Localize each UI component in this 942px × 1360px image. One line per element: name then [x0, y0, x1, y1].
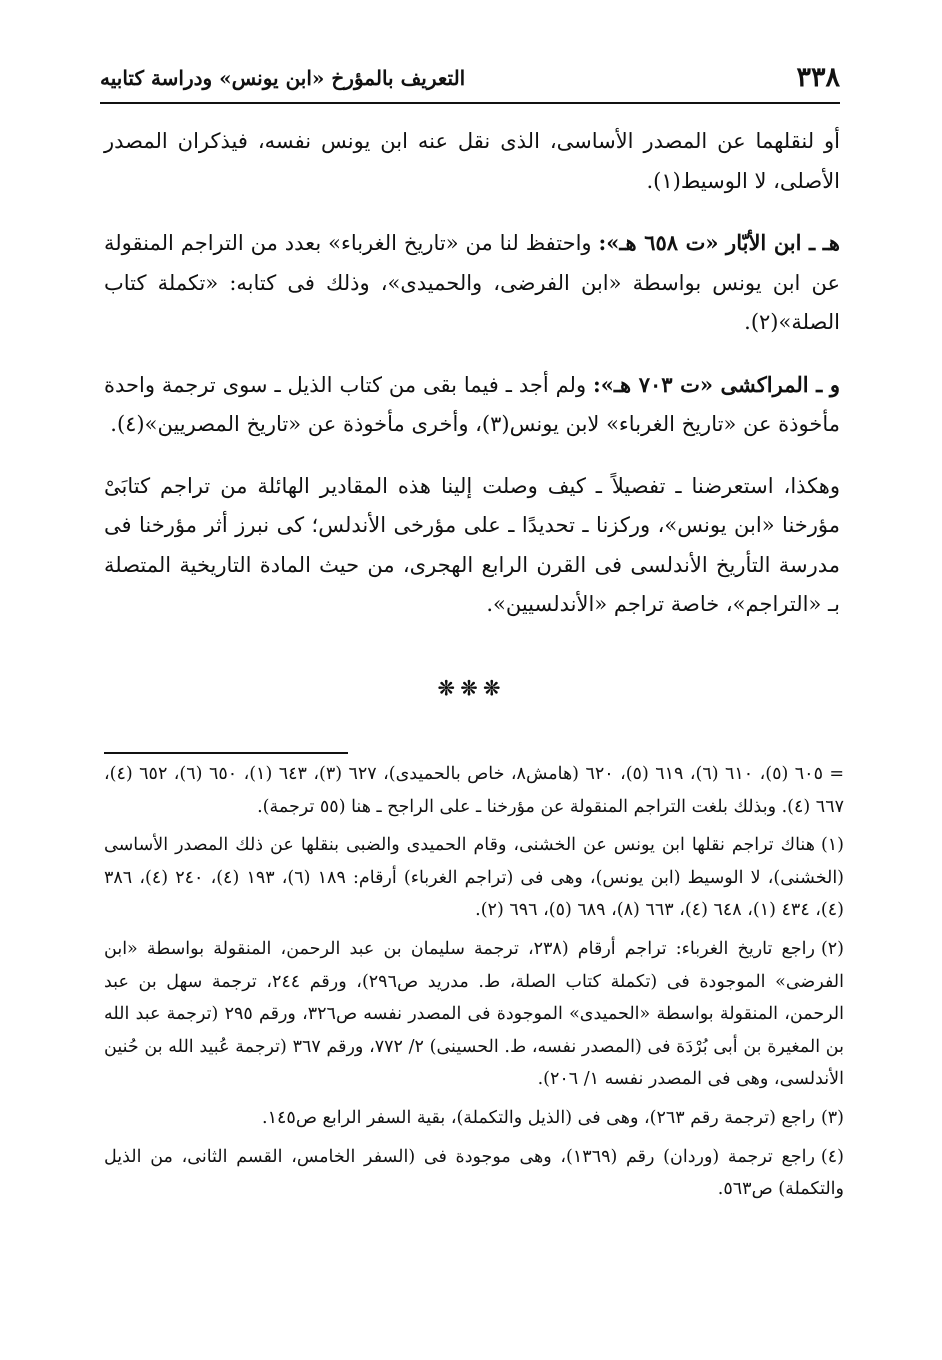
footnote-4-text: راجع ترجمة (وردان) رقم (١٣٦٩)، وهى موجودة فى (السفر الخامس، القسم الثانى، من الذيل والتكملة) ص٥٦٣.: [104, 1146, 844, 1200]
paragraph-al-marrakushi-text: ولم أجد ـ فيما بقى من كتاب الذيل ـ سوى ترجمة واحدة مأخوذة عن «تاريخ الغرباء» لابن يونس(٣)، وأخرى مأخوذة عن «تاريخ المصريين»(٤).: [104, 372, 840, 436]
footnotes: [104, 758, 844, 1212]
paragraph-1: [104, 122, 840, 201]
paragraph-ibn-al-abbar: [104, 223, 840, 343]
main-text: [104, 122, 840, 647]
paragraph-conclusion: [104, 467, 840, 625]
paragraph-al-marrakushi: [104, 365, 840, 445]
footnote-3-text: راجع (ترجمة رقم ٢٦٣)، وهى فى (الذيل والتكملة)، بقية السفر الرابع ص١٤٥.: [262, 1107, 815, 1128]
footnote-1-mark: (١): [820, 835, 844, 856]
footnote-1: [104, 829, 844, 927]
footnote-4-mark: (٤): [820, 1146, 844, 1167]
footnote-2-text: راجع تاريخ الغرباء: تراجم أرقام (٢٣٨، ترجمة سليمان بن عبد الرحمن، المنقولة بواسطة «ابن الفرضى» الموجودة فى (تكملة كتاب الصلة، ط. مدريد ص٢٩٦)، ورقم ٢٤٤، ترجمة سهل بن عبد الرحمن، المنقولة بواسطة «الحميدى» الموجودة فى المصدر نفسه ص٣٢٦، ورقم ٢٩٥ (ترجمة عبد الله بن المغيرة بن أبى بُرْدَة فى (المصدر نفسه، ط. الحسينى) ٢/ ٧٧٢، ورقم ٣٦٧ (ترجمة عُبيد الله بن حُنين الأندلسى، وهى فى المصدر نفسه ١/ ٢٠٦).: [104, 938, 844, 1090]
footnote-rule: [104, 752, 348, 754]
footnote-1-text: هناك تراجم نقلها ابن يونس عن الخشنى، وقام الحميدى والضبى بنقلها عن ذلك المصدر الأساسى (الخشنى)، لا الوسيط (ابن يونس)، وهى فى (تراجم الغرباء) أرقام: ١٨٩ (٦)، ١٩٣ (٤)، ٢٤٠ (٤)، ٣٨٦ (٤)، ٤٣٤ (١)، ٦٤٨ (٤)، ٦٦٣ (٨)، ٦٨٩ (٥)، ٦٩٦ (٢).: [104, 835, 845, 921]
footnote-continuation: = ٦٠٥ (٥)، ٦١٠ (٦)، ٦١٩ (٥)، ٦٢٠ (هامش٨، خاص بالحميدى)، ٦٢٧ (٣)، ٦٤٣ (١)، ٦٥٠ (٦)، ٦٥٢ (٤)، ٦٦٧ (٤). وبذلك بلغت التراجم المنقولة عن مؤرخنا ـ على الراجح ـ هنا (٥٥ ترجمة).: [104, 764, 845, 817]
section-separator: ❊❊❊: [437, 676, 507, 700]
header-rule: [100, 102, 840, 104]
footnote-2-mark: (٢): [820, 938, 844, 959]
paragraph-conclusion-text: وهكذا، استعرضنا ـ تفصيلاً ـ كيف وصلت إلينا هذه المقادير الهائلة من تراجم كتابَىْ مؤرخنا «ابن يونس»، وركزنا ـ تحديدًا ـ على مؤرخى الأندلس؛ كى نبرز أثر مؤرخنا فى مدرسة التأريخ الأندلسى فى القرن الرابع الهجرى، من حيث المادة التاريخية المتصلة بـ «التراجم»، خاصة تراجم «الأندلسيين».: [104, 473, 840, 616]
paragraph-ibn-al-abbar-text: واحتفظ لنا من «تاريخ الغرباء» بعدد من التراجم المنقولة عن ابن يونس بواسطة «ابن الفرضى، والحميدى»، وذلك فى كتابه: «تكملة كتاب الصلة»(٢).: [104, 231, 840, 334]
running-title: التعريف بالمؤرخ «ابن يونس» ودراسة كتابيه: [100, 66, 466, 90]
footnote-4: [104, 1141, 844, 1206]
footnote-3-mark: (٣): [820, 1107, 844, 1128]
footnote-2: [104, 933, 844, 1096]
page-number: ٣٣٨: [796, 62, 840, 93]
section-heading-ibn-al-abbar: هـ ـ ابن الأبّار «ت ٦٥٨ هـ»:: [598, 230, 840, 255]
footnote-3: [104, 1102, 844, 1135]
page-header: [100, 58, 840, 106]
section-heading-al-marrakushi: و ـ المراكشى «ت ٧٠٣ هـ»:: [593, 371, 840, 397]
paragraph-1-text: أو لنقلهما عن المصدر الأساسى، الذى نقل عنه ابن يونس نفسه، فيذكران المصدر الأصلى، لا الوسيط(١).: [104, 129, 840, 193]
